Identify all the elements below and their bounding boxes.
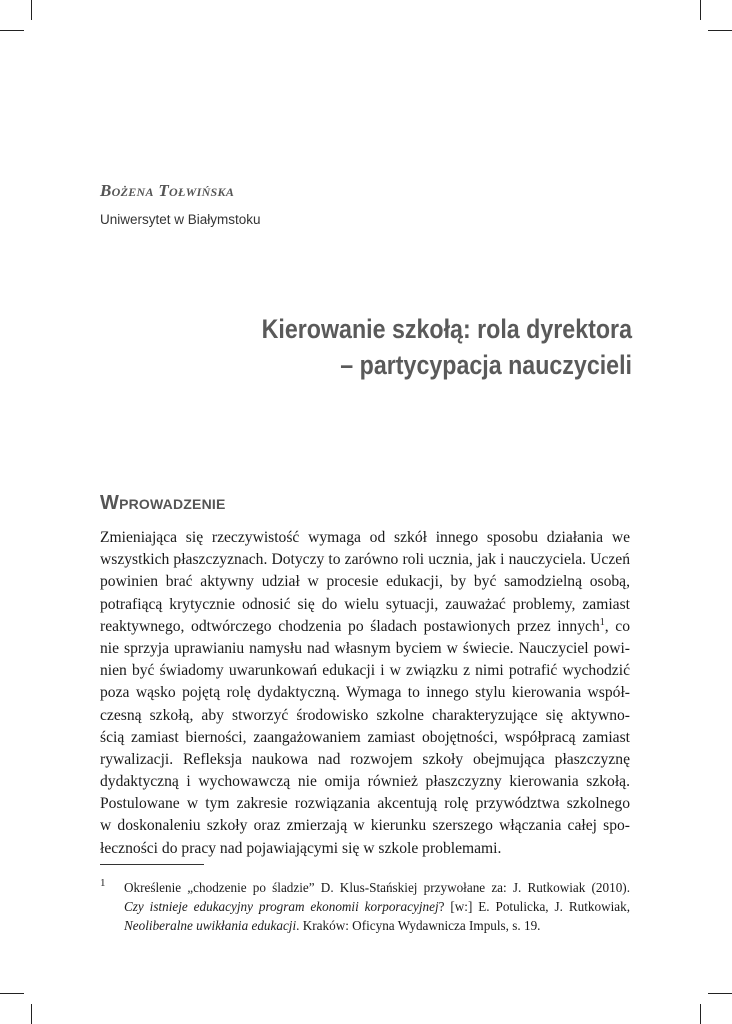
crop-mark-bottom-left-h — [0, 993, 24, 994]
body-line-text: reaktywnego, odtwórczego chodzenia po śladach postawionych przez innych — [100, 617, 600, 635]
body-line: potrafiącą krytycznie odnosić się do wielu sytuacji, zauważać problemy, zamiast — [100, 595, 630, 613]
author-name: Bożena Tołwińska — [100, 181, 235, 200]
title-line-2: – partycypacja nauczycieli — [340, 350, 632, 380]
author-affiliation: Uniwersytet w Białymstoku — [100, 212, 261, 227]
footnote-text: ? [w:] E. Potulicka, J. Rutkowiak, — [438, 899, 630, 914]
body-line: wszystkich płaszczyznach. Dotyczy to zarówno roli ucznia, jak i nauczyciela. Uczeń — [100, 551, 630, 569]
body-line: nien być świadomy uwarunkowań edukacji i w związku z nimi potrafić wychodzić — [100, 662, 630, 680]
body-line: rywalizacji. Refleksja naukowa nad rozwojem szkoły obejmująca płaszczyznę — [100, 750, 630, 768]
crop-mark-bottom-right-h — [708, 993, 732, 994]
section-heading: Wprowadzenie — [100, 492, 226, 514]
crop-mark-bottom-left — [31, 1004, 32, 1024]
footnote-reference[interactable]: 1 — [599, 616, 605, 628]
body-line: w doskonaleniu szkoły oraz zmierzają w kierunku szerszego włączania całej spo- — [100, 817, 630, 835]
body-line-tail: , co — [604, 617, 630, 635]
footnote-italic-title: Czy istnieje edukacyjny program ekonomii korporacyjnej — [124, 899, 439, 914]
crop-mark-top-left-h — [0, 30, 24, 31]
body-line: poza wąsko pojętą rolę dydaktyczną. Wymaga to innego stylu kierowania współ- — [100, 684, 630, 702]
crop-mark-top-right — [700, 0, 701, 20]
body-line: Postulowane w tym zakresie rozwiązania akcentują rolę przywództwa szkolnego — [100, 795, 630, 813]
footnote-separator — [100, 864, 204, 865]
body-line: nie sprzyja uprawianiu namysłu nad własnym byciem w świecie. Nauczyciel powi- — [100, 639, 630, 657]
body-line: Zmieniająca się rzeczywistość wymaga od szkół innego sposobu działania we — [100, 529, 630, 546]
footnote-italic-title: Neoliberalne uwikłania edukacji — [124, 918, 297, 933]
footnote-number: 1 — [100, 877, 106, 889]
footnote-line — [124, 897, 630, 916]
body-line: dydaktyczną i wychowawczą nie omija również płaszczyzny kierowania szkołą. — [100, 773, 630, 791]
body-line: ścią zamiast bierności, zaangażowaniem zamiast obojętności, współpracą zamiast — [100, 728, 630, 746]
title-line-1: Kierowanie szkołą: rola dyrektora — [261, 314, 632, 344]
crop-mark-bottom-right — [700, 1004, 701, 1024]
article-title — [185, 311, 632, 383]
footnote-line — [124, 916, 630, 935]
body-line: powinien brać aktywny udział w procesie edukacji, by być samodzielną osobą, — [100, 573, 630, 591]
body-paragraph — [100, 527, 630, 860]
crop-mark-top-right-h — [708, 30, 732, 31]
footnote-line: Określenie „chodzenie po śladzie” D. Klus-Stańskiej przywołane za: J. Rutkowiak (2010). — [124, 880, 630, 895]
footnote-text: . Kraków: Oficyna Wydawnicza Impuls, s. 19. — [296, 918, 541, 933]
body-line: czesną szkołą, aby stworzyć środowisko szkolne charakteryzujące się aktywno- — [100, 706, 630, 724]
body-line-with-footnote — [100, 616, 630, 638]
footnote — [124, 878, 630, 935]
body-line: łeczności do pracy nad pojawiającymi się w szkole problemami. — [100, 839, 502, 857]
crop-mark-top-left — [31, 0, 32, 20]
